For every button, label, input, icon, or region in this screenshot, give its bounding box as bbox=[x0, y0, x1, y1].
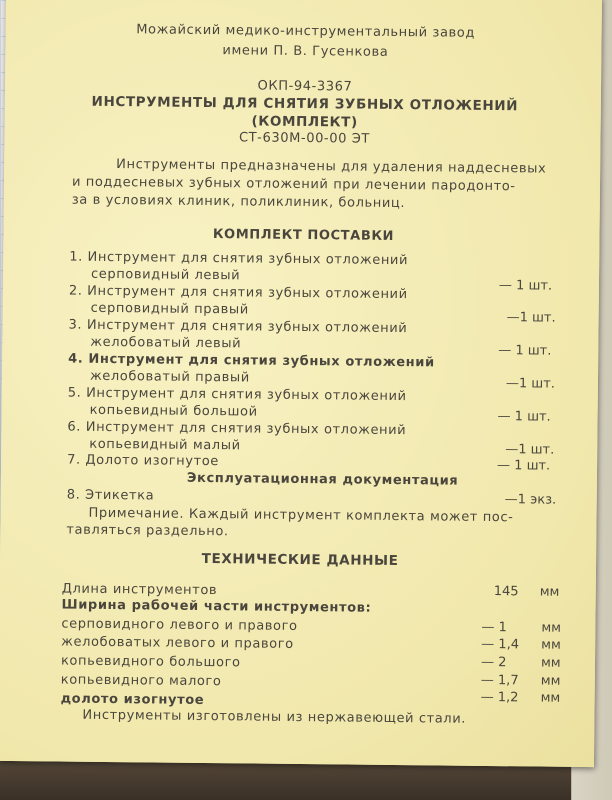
kit-heading: КОМПЛЕКТ ПОСТАВКИ bbox=[212, 227, 395, 244]
intro-line-2: и поддесневых зубных отложений при лечении пародонто- bbox=[71, 174, 516, 195]
tech-row-value: — 1,7 bbox=[480, 672, 519, 689]
kit-item-qty: — 1 шт. bbox=[498, 278, 553, 294]
kit-item-title: 8. Этикетка bbox=[66, 487, 155, 504]
width-label: Ширина рабочей части инструментов: bbox=[61, 597, 372, 616]
note-line-1: Примечание. Каждый инструмент комплекта может пос- bbox=[88, 505, 514, 526]
tech-row-value: — 1,4 bbox=[481, 636, 520, 653]
kit-item-subtitle: серповидный левый bbox=[90, 266, 241, 284]
kit-item-qty: — 1 шт. bbox=[498, 343, 552, 359]
kit-item-qty: —1 экз. bbox=[504, 492, 557, 508]
kit-item-subtitle: серповидный правый bbox=[90, 300, 249, 318]
tech-row-value: — 1,2 bbox=[480, 689, 519, 706]
kit-item-title: 6. Инструмент для снятия зубных отложений bbox=[67, 419, 407, 439]
kit-item-qty: —1 шт. bbox=[505, 376, 556, 392]
tech-row-value: — 2 bbox=[480, 654, 507, 671]
kit-item-title: 7. Долото изогнутое bbox=[67, 452, 220, 470]
intro-line-1: Инструменты предназначены для удаления наддесневых bbox=[116, 157, 547, 177]
kit-item-qty: — 1 шт. bbox=[496, 458, 551, 474]
docs-heading: Эксплуатационная документация bbox=[186, 470, 459, 489]
model-number: СТ-630М-00-00 ЭТ bbox=[238, 130, 371, 147]
tech-row-label: копьевидного малого bbox=[60, 672, 222, 690]
kit-item-title: 1. Инструмент для снятия зубных отложений bbox=[69, 249, 409, 269]
kit-item-subtitle: копьевидный малый bbox=[89, 436, 241, 454]
length-label: Длина инструментов bbox=[61, 581, 218, 599]
kit-item-subtitle: желобоватый правый bbox=[89, 368, 250, 386]
tech-row-label: желобоватых левого и правого bbox=[61, 634, 294, 652]
tech-row-unit: мм bbox=[540, 655, 561, 671]
kit-item-qty: —1 шт. bbox=[505, 442, 555, 458]
tech-row-unit: мм bbox=[540, 690, 561, 706]
material-note: Инструменты изготовлены из нержавеющей стали. bbox=[82, 707, 467, 727]
length-value: 145 bbox=[493, 584, 519, 600]
tech-row-label: долото изогнутое bbox=[60, 691, 205, 708]
tech-row-unit: мм bbox=[540, 673, 561, 689]
kit-item-subtitle: копьевидный большой bbox=[89, 402, 258, 420]
kit-item-qty: — 1 шт. bbox=[497, 409, 551, 425]
kit-item-qty: —1 шт. bbox=[506, 310, 556, 326]
kit-item-title: 5. Инструмент для снятия зубных отложений bbox=[67, 385, 407, 405]
tech-heading: ТЕХНИЧЕСКИЕ ДАННЫЕ bbox=[201, 550, 399, 570]
note-line-2: тавляться раздельно. bbox=[66, 522, 229, 540]
tech-row-label: серповидного левого и правого bbox=[61, 616, 298, 634]
document-subtitle: (КОМПЛЕКТ) bbox=[251, 113, 358, 131]
length-unit: мм bbox=[539, 584, 560, 600]
tech-row-value: — 1 bbox=[481, 619, 507, 636]
factory-name: Можайский медико-инструментальный завод bbox=[136, 22, 476, 41]
okp-code: ОКП-94-3367 bbox=[257, 78, 353, 95]
kit-item-subtitle: желобоватый левый bbox=[90, 334, 242, 352]
intro-line-3: за в условиях клиник, поликлиник, больниц. bbox=[71, 192, 406, 212]
kit-item-title: 3. Инструмент для снятия зубных отложений bbox=[68, 317, 408, 337]
tech-row-label: копьевидного большого bbox=[60, 653, 241, 671]
kit-item-title: 2. Инструмент для снятия зубных отложений bbox=[68, 283, 408, 303]
factory-name-line2: имени П. В. Гусенкова bbox=[222, 43, 389, 60]
kit-item-title: 4. Инструмент для снятия зубных отложений bbox=[68, 351, 435, 371]
tech-row-unit: мм bbox=[541, 637, 561, 653]
document-title: ИНСТРУМЕНТЫ ДЛЯ СНЯТИЯ ЗУБНЫХ ОТЛОЖЕНИЙ bbox=[91, 93, 519, 115]
tech-row-unit: мм bbox=[541, 620, 562, 636]
